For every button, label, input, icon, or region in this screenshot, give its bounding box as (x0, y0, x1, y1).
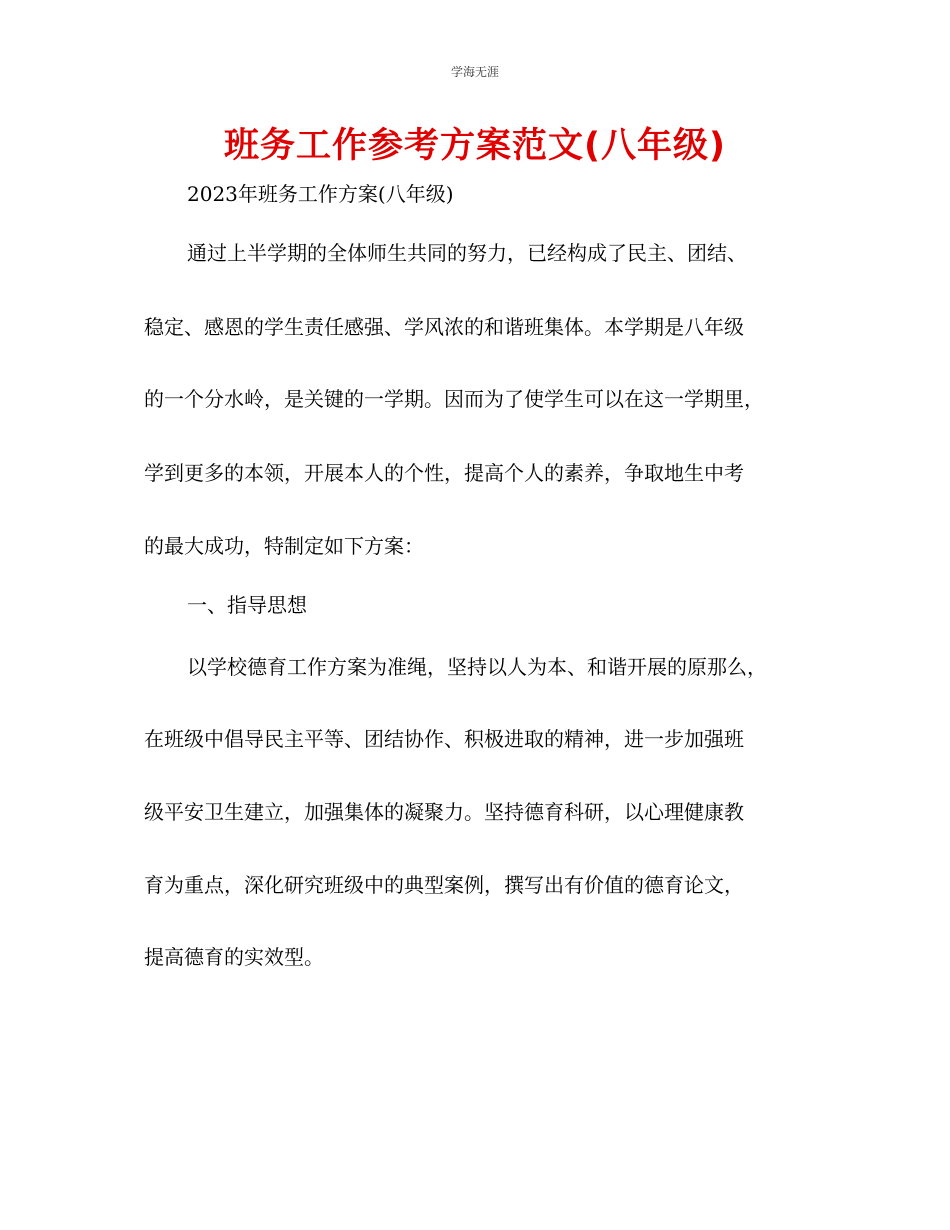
document-title: 班务工作参考方案范文(八年级) (224, 126, 726, 166)
paragraph-2-line: 以学校德育工作方案为准绳，坚持以人为本、和谐开展的原那么， (187, 655, 767, 679)
paragraph-1-line: 学到更多的本领，开展本人的个性，提高个人的素养，争取地生中考 (144, 461, 744, 485)
paragraph-2-line: 在班级中倡导民主平等、团结协作、积极进取的精神，进一步加强班 (144, 727, 744, 751)
header-note: 学海无涯 (450, 65, 499, 79)
section-heading: 一、指导思想 (187, 593, 307, 617)
paragraph-2-line: 提高德育的实效型。 (144, 945, 324, 969)
paragraph-2-line: 育为重点，深化研究班级中的典型案例，撰写出有价值的德育论文， (144, 873, 744, 897)
document-subtitle: 2023年班务工作方案(八年级) (187, 182, 454, 206)
paragraph-1-line: 的一个分水岭，是关键的一学期。因而为了使学生可以在这一学期里， (144, 387, 764, 411)
paragraph-2-line: 级平安卫生建立，加强集体的凝聚力。坚持德育科研，以心理健康教 (144, 800, 744, 824)
paragraph-1-line: 的最大成功，特制定如下方案： (144, 534, 424, 558)
paragraph-1-line: 稳定、感恩的学生责任感强、学风浓的和谐班集体。本学期是八年级 (144, 315, 744, 339)
paragraph-1-line: 通过上半学期的全体师生共同的努力，已经构成了民主、团结、 (187, 241, 747, 265)
